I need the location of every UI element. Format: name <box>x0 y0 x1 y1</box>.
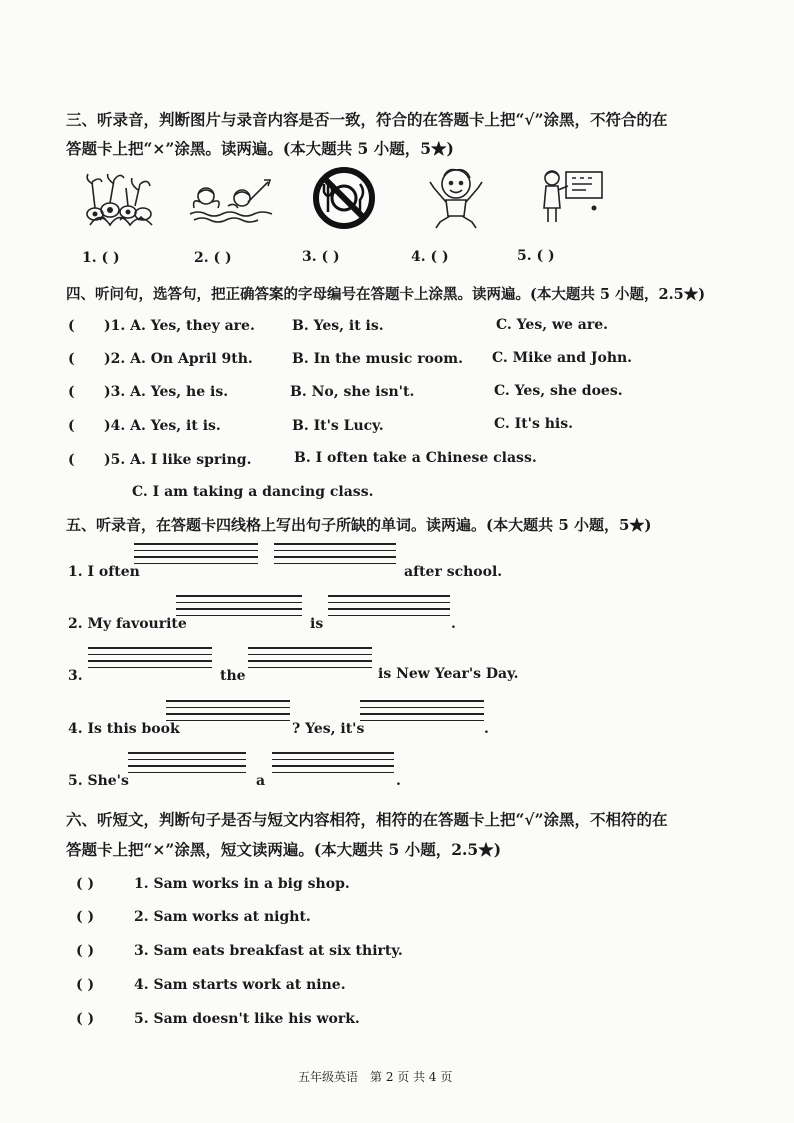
four-line-blank[interactable] <box>328 595 450 616</box>
picture-label-4: 4. ( ) <box>411 249 449 265</box>
q4-1-option-b: B. Yes, it is. <box>292 318 384 334</box>
q4-2-option-c: C. Mike and John. <box>492 350 633 366</box>
q6-5-blank: ( ) <box>76 1011 95 1027</box>
picture-label-3: 3. ( ) <box>302 249 340 265</box>
swimming-icon <box>188 176 276 226</box>
four-line-blank[interactable] <box>274 543 396 564</box>
page-footer: 五年级英语 第 2 页 共 4 页 <box>298 1070 453 1084</box>
q4-4-option-b: B. It's Lucy. <box>292 418 384 434</box>
s5-4-mid: ? Yes, it's <box>292 721 365 737</box>
q4-2-option-a: )2. A. On April 9th. <box>104 351 253 367</box>
s5-3-mid: the <box>220 668 246 684</box>
q6-1-blank: ( ) <box>76 876 95 892</box>
section3-title-line2: 答题卡上把“×”涂黑。读两遍。(本大题共 5 小题，5★) <box>66 139 454 158</box>
s5-1-prefix: 1. I often <box>68 564 140 580</box>
s5-4-end: . <box>484 721 489 737</box>
q4-3-blank: ( <box>68 384 75 400</box>
s5-2-mid: is <box>310 616 324 632</box>
section6-title-line1: 六、听短文，判断句子是否与短文内容相符，相符的在答题卡上把“√”涂黑，不相符的在 <box>66 810 668 829</box>
four-line-blank[interactable] <box>128 752 246 773</box>
no-eating-sign-icon <box>312 166 376 230</box>
flowers-icon <box>80 170 160 232</box>
section4-title: 四、听问句，选答句，把正确答案的字母编号在答题卡上涂黑。读两遍。(本大题共 5 小题，2.5★) <box>66 286 706 303</box>
s5-2-end: . <box>451 616 456 632</box>
s5-3-suffix: is New Year's Day. <box>378 666 519 682</box>
q6-4-text: 4. Sam starts work at nine. <box>134 977 346 993</box>
q4-3-option-b: B. No, she isn't. <box>290 384 415 400</box>
q6-5-text: 5. Sam doesn't like his work. <box>134 1011 360 1027</box>
q6-2-blank: ( ) <box>76 909 95 925</box>
four-line-blank[interactable] <box>176 595 302 616</box>
teacher-board-icon <box>536 164 606 230</box>
s5-5-end: . <box>396 773 401 789</box>
s5-2-prefix: 2. My favourite <box>68 616 187 632</box>
q4-2-blank: ( <box>68 351 75 367</box>
s5-3-prefix: 3. <box>68 668 83 684</box>
q4-5-blank: ( <box>68 452 75 468</box>
four-line-blank[interactable] <box>166 700 290 721</box>
q6-1-text: 1. Sam works in a big shop. <box>134 876 350 892</box>
q4-5-option-c: C. I am taking a dancing class. <box>132 484 374 500</box>
q4-4-blank: ( <box>68 418 75 434</box>
q4-1-blank: ( <box>68 318 75 334</box>
s5-5-mid: a <box>256 773 266 789</box>
q6-3-text: 3. Sam eats breakfast at six thirty. <box>134 943 403 959</box>
four-line-blank[interactable] <box>272 752 394 773</box>
q4-4-option-a: )4. A. Yes, it is. <box>104 418 221 434</box>
picture-label-2: 2. ( ) <box>194 250 232 266</box>
q4-1-option-c: C. Yes, we are. <box>496 317 609 333</box>
q4-4-option-c: C. It's his. <box>494 416 573 432</box>
picture-label-5: 5. ( ) <box>517 248 555 264</box>
q4-3-option-a: )3. A. Yes, he is. <box>104 384 229 400</box>
section3-title-line1: 三、听录音，判断图片与录音内容是否一致，符合的在答题卡上把“√”涂黑，不符合的在 <box>66 110 668 129</box>
picture-label-1: 1. ( ) <box>82 250 120 266</box>
section6-title-line2: 答题卡上把“×”涂黑，短文读两遍。(本大题共 5 小题，2.5★) <box>66 840 502 859</box>
section5-title: 五、听录音，在答题卡四线格上写出句子所缺的单词。读两遍。(本大题共 5 小题，5★) <box>66 516 652 534</box>
q4-3-option-c: C. Yes, she does. <box>494 383 623 399</box>
s5-1-suffix: after school. <box>404 564 503 580</box>
q6-3-blank: ( ) <box>76 943 95 959</box>
q4-2-option-b: B. In the music room. <box>292 351 463 367</box>
q4-5-option-a: )5. A. I like spring. <box>104 452 252 468</box>
four-line-blank[interactable] <box>360 700 484 721</box>
s5-4-prefix: 4. Is this book <box>68 721 180 737</box>
q6-2-text: 2. Sam works at night. <box>134 909 311 925</box>
s5-5-prefix: 5. She's <box>68 773 129 789</box>
q4-1-option-a: )1. A. Yes, they are. <box>104 318 255 334</box>
q6-4-blank: ( ) <box>76 977 95 993</box>
four-line-blank[interactable] <box>248 647 372 668</box>
q4-5-option-b: B. I often take a Chinese class. <box>294 450 537 466</box>
four-line-blank[interactable] <box>88 647 212 668</box>
four-line-blank[interactable] <box>134 543 258 564</box>
jumping-child-icon <box>426 164 486 232</box>
